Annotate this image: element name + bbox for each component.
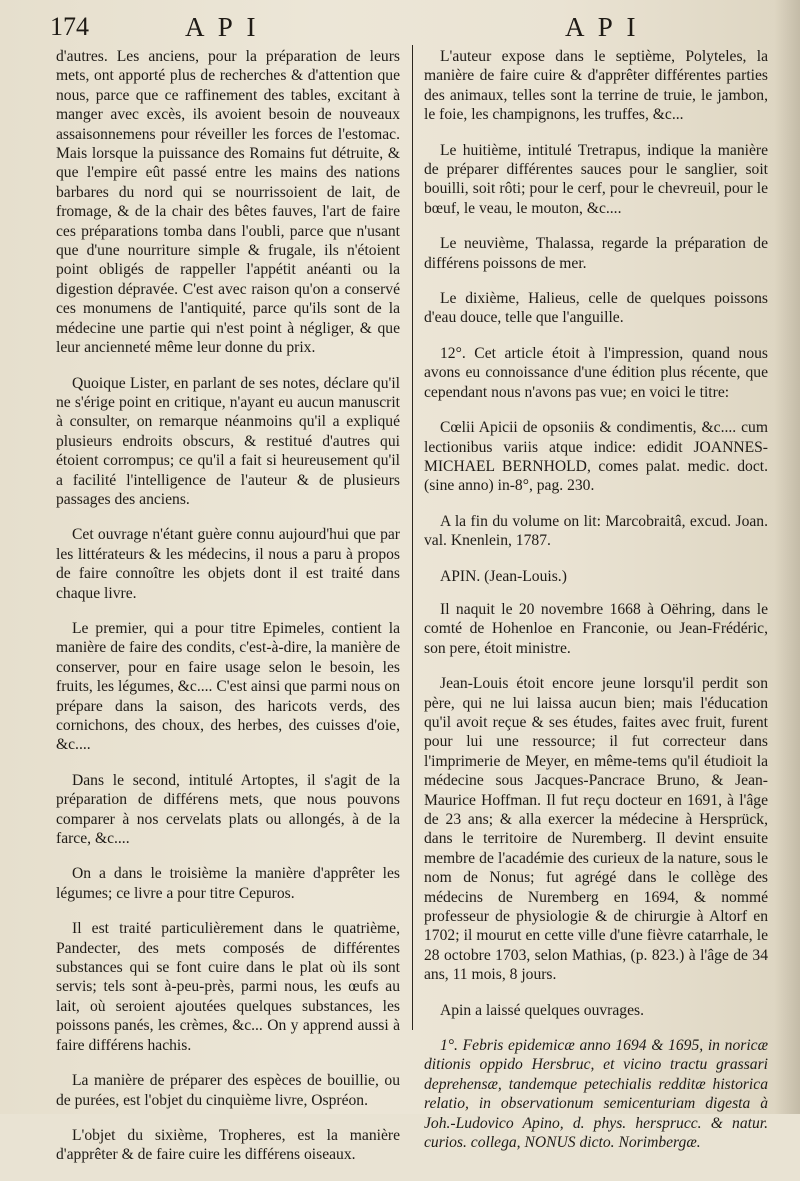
- running-head-left: A P I: [185, 12, 260, 42]
- paragraph: Il est traité particulièrement dans le quatrième, Pandecter, des mets composés de différentes substances qui se font cuire dans le plat où ils sont servis; tels sont à-peu-près, parmi nous, les œufs au lait, où seroient ajoutées quelques substances, les poissons panés, les crèmes, &c... On y apprend aussi à faire différens hachis.: [56, 920, 400, 1054]
- paragraph: L'auteur expose dans le septième, Polyteles, la manière de faire cuire & d'apprêter différentes parties des animaux, telles sont la terrine de truie, le jambon, le foie, les champignons, les truffes, &c...: [424, 48, 768, 124]
- paragraph: 12°. Cet article étoit à l'impression, quand nous avons eu connoissance d'une édition plus récente, que cependant nous n'avons pas vue; en voici le titre:: [424, 344, 768, 401]
- imprint-note: A la fin du volume on lit: Marcobraitâ, excud. Joan. val. Knenlein, 1787.: [424, 512, 768, 550]
- column-rule: [412, 45, 413, 1030]
- paragraph: La manière de préparer des espèces de bouillie, ou de purées, est l'objet du cinquième livre, Ospréon.: [56, 1072, 400, 1109]
- right-column: [424, 47, 768, 1169]
- page-edge-shadow: [774, 0, 800, 1114]
- bibliographic-title: Cœlii Apicii de opsoniis & condimentis, &c.... cum lectionibus variis atque indice: edidit JOANNES-MICHAEL BERNHOLD, comes palat. medic. doct. (sine anno) in-8°, pag. 230.: [424, 419, 768, 495]
- paragraph: Apin a laissé quelques ouvrages.: [440, 1001, 644, 1019]
- paragraph: L'objet du sixième, Tropheres, est la manière d'apprêter & de faire cuire les différens oiseaux.: [56, 1126, 400, 1164]
- entry-heading: APIN. (Jean-Louis.): [440, 567, 567, 585]
- left-column: [56, 47, 400, 1181]
- paragraph: Jean-Louis étoit encore jeune lorsqu'il perdit son père, qui ne lui laissa aucun bien; mais l'éducation qu'il avoit reçue & ses études, faites avec fruit, furent pour lui une ressource; il fut correcteur dans l'imprimerie de Meyer, en même-tems qu'il étudioit la médecine sous Jacques-Pancrace Bruno, & Jean-Maurice Hoffman. Il fut reçu docteur en 1691, à l'âge de 23 ans; & alla exercer la médecine à Hersprück, dans le territoire de Nuremberg. Il devint ensuite membre de l'académie des curieux de la nature, sous le nom de Nonus; fut agrégé dans le collège des médecins de Nuremberg en 1694, & nommé professeur de physiologie & de chirurgie à Altorf en 1702; il mourut en cette ville d'une fièvre catarrhale, le 28 octobre 1703, selon Mathias, (p. 823.) à l'âge de 34 ans, 11 mois, 8 jours.: [424, 675, 768, 984]
- paragraph: Le huitième, intitulé Tretrapus, indique la manière de préparer différentes sauces pour le sanglier, soit bouilli, soit rôti; pour le cerf, pour le chevreuil, pour le bœuf, le veau, le mouton, &c....: [424, 141, 768, 217]
- paragraph: Dans le second, intitulé Artoptes, il s'agit de la préparation de différens mets, que nous pouvons comparer à nos cervelats plats ou allongés, à de la farce, &c....: [56, 771, 400, 848]
- running-head-right: A P I: [565, 12, 640, 42]
- paragraph: Quoique Lister, en parlant de ses notes, déclare qu'il ne s'érige point en critique, n'ayant eu aucun manuscrit à consulter, on remarque néanmoins qu'il a expliqué plusieurs endroits obscurs, & restitué d'autres qui étoient corrompus; ce qu'il a fait si heureusement qu'il a facilité l'intelligence de l'auteur & de plusieurs passages des anciens.: [56, 374, 400, 508]
- running-header: [0, 12, 800, 48]
- paragraph: Le premier, qui a pour titre Epimeles, contient la manière de faire des condits, c'est-à-dire, la manière de conserver, pour en faire usage selon le besoin, les fruits, les légumes, &c.... C'est ainsi que parmi nous on prépare dans la saison, des haricots verds, des cornichons, des choux, des herbes, des cuisses d'oie, &c....: [56, 619, 400, 754]
- paragraph: Il naquit le 20 novembre 1668 à Oëhring, dans le comté de Hohenloe en Franconie, ou Jean-Frédéric, son pere, étoit ministre.: [424, 600, 768, 657]
- paragraph: d'autres. Les anciens, pour la préparation de leurs mets, ont apporté plus de recherches & d'attention que nous, parce que ce raffinement des tables, excitant à manger avec excès, ils avoient besoin de nouveaux assaisonnemens pour réveiller les forces de l'estomac. Mais lorsque la puissance des Romains fut détruite, & que l'empire eût passé entre les mains des nations barbares du nord qui se nourrissoient de lait, de fromage, & de la chair des bêtes fauves, l'art de faire ces préparations tomba dans l'oubli, parce que n'usant que d'une nourriture simple & frugale, ils n'étoient point obligés de rappeller l'appétit anéanti ou la digestion dépravée. C'est avec raison qu'on a conservé ces monumens de l'antiquité, parce qu'ils sont de la médecine une partie qui n'est point à négliger, & que leur ancienneté même leur donne du prix.: [56, 48, 400, 357]
- paragraph: Le dixième, Halieus, celle de quelques poissons d'eau douce, telle que l'anguille.: [424, 290, 768, 327]
- paragraph: Cet ouvrage n'étant guère connu aujourd'hui que par les littérateurs & les médecins, il nous a paru à propos de faire connoître les objets dont il est traité dans chaque livre.: [56, 526, 400, 602]
- paragraph: On a dans le troisième la manière d'apprêter les légumes; ce livre a pour titre Cepuros.: [56, 865, 400, 902]
- work-citation: 1°. Febris epidemicæ anno 1694 & 1695, in noricæ ditionis oppido Hersbruc, et vicino tractu grassari deprehensæ, tandemque petechialis redditæ historica relatio, in observationum semicenturiam digesta à Joh.-Ludovico Apino, d. phys. hersprucc. & natur. curios. collega, NONUS dicto. Norimbergæ.: [424, 1037, 768, 1152]
- page-number: 174: [50, 12, 89, 41]
- paragraph: Le neuvième, Thalassa, regarde la préparation de différens poissons de mer.: [424, 235, 768, 272]
